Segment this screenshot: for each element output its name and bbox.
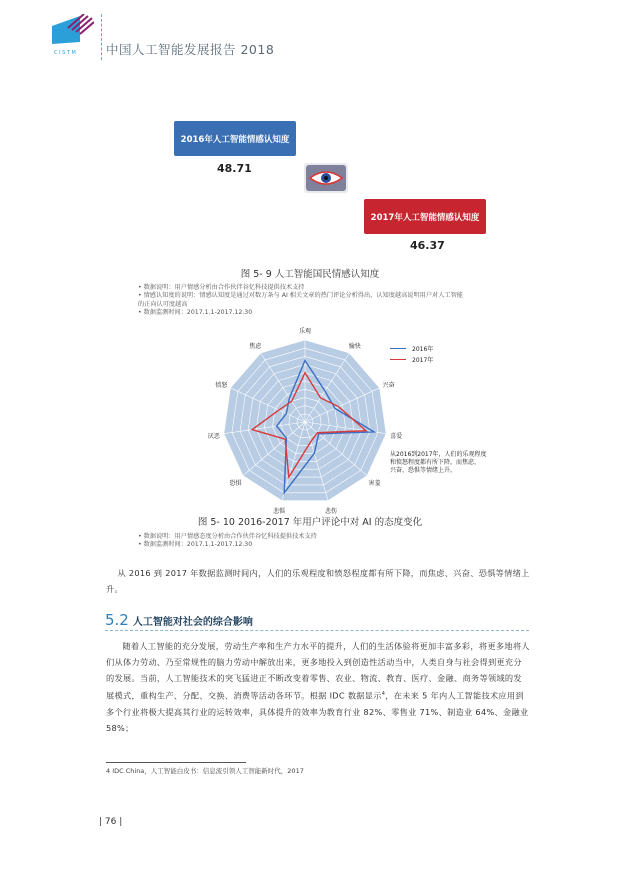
radar-axis-label: 愤怒 xyxy=(215,381,228,389)
annotation-line: 和愤怒程度都有所下降，而焦虑、 xyxy=(390,459,481,466)
radar-axis-label: 悲惧 xyxy=(273,508,286,516)
note-line: • 数据说明：用户情感分析由合作伙伴谷忆科技提供技术支持 xyxy=(138,284,305,291)
body-text: 随着人工智能的充分发展，劳动生产率和生产力水平的提升，人们的生活体验将更加丰富多彩，将更多地将人们从体力劳动、乃至常规性的脑力劳动中解放出来，更多地投入到创造性活动当中，人类自身与社会得到更充分的发展。当前，人工智能技术的突飞猛进正不断改变着零售、农业、物流、教育、医疗、金融、商务等领域的发展模式，重构生产、分配、交换、消费等活动各环节。根据 IDC 数据显示 xyxy=(106,641,530,701)
footnote-ref: 4 xyxy=(381,691,386,697)
note-line: • 情感认知度的说明：情感认知度是通过对数万条与 AI 相关文章的热门评论分析得出，认知度越高说明用户对人工智能 xyxy=(138,292,463,300)
note-line: 的正向认可度越高 xyxy=(138,300,188,308)
box-2017-awareness: 2017年人工智能情感认知度 xyxy=(364,199,486,234)
radar-axis-label: 愉快 xyxy=(348,342,361,350)
footnote: 4 IDC China，人工智能白皮书：信息流引领人工智能新时代，2017 xyxy=(106,767,304,775)
section-heading xyxy=(105,611,253,629)
legend-label-2016: 2016年 xyxy=(412,346,434,353)
radar-axis-label: 喜爱 xyxy=(390,433,403,441)
note-line: • 数据监测时间：2017.1.1-2017.12.30 xyxy=(138,541,253,549)
section-title: 人工智能对社会的综合影响 xyxy=(132,617,253,628)
radar-annotation xyxy=(390,451,510,475)
note-line: • 数据监测时间：2017.1.1-2017.12.30 xyxy=(138,309,253,317)
box-2016-awareness: 2016年人工智能情感认知度 xyxy=(174,121,296,156)
radar-axis-label: 害羞 xyxy=(368,480,381,488)
svg-text:C I S T M: C I S T M xyxy=(54,50,76,56)
radar-axis-label: 兴奋 xyxy=(382,381,395,389)
radar-axis-label: 厌恶 xyxy=(207,433,220,441)
radar-axis-label: 恐惧 xyxy=(229,480,242,488)
value-2016: 48.71 xyxy=(217,162,252,175)
page-header-title: 中国人工智能发展报告 2018 xyxy=(106,42,275,57)
header-divider xyxy=(101,14,102,60)
radar-axis-label: 悲伤 xyxy=(324,508,337,516)
figure-5-9-notes xyxy=(138,284,463,318)
eye-icon xyxy=(304,163,348,193)
radar-chart xyxy=(190,334,420,510)
note-line: • 数据说明：用户情感态度分析由合作伙伴谷忆科技提供技术支持 xyxy=(138,533,317,540)
section-number: 5.2 xyxy=(105,611,129,629)
figure-5-10-caption: 图 5- 10 2016-2017 年用户评论中对 AI 的态度变化 xyxy=(197,517,423,528)
radar-axis-label: 焦虑 xyxy=(249,342,262,350)
annotation-line: 兴奋、恐惧等情绪上升。 xyxy=(390,467,457,474)
body-text: ，在未来 5 年内人工智能技术应用到多个行业将极大提高其行业的运转效率，具体提升的效率为教育行业 82%、零售业 71%、制造业 64%、金融业 58%； xyxy=(106,690,529,733)
legend-swatch-2016 xyxy=(390,348,406,349)
summary-paragraph: 从 2016 到 2017 年数据监测时间内，人们的乐观程度和愤怒程度都有所下降，而焦虑、兴奋、恐惧等情绪上升。 xyxy=(106,568,530,594)
figure-5-10-notes xyxy=(138,533,317,550)
section-body xyxy=(106,638,530,736)
legend-swatch-2017 xyxy=(390,359,406,360)
radar-axis-label: 乐观 xyxy=(299,328,312,335)
legend-label-2017: 2017年 xyxy=(412,357,434,364)
page-number: | 76 | xyxy=(99,817,123,827)
figure-5-9-caption: 图 5- 9 人工智能国民情感认知度 xyxy=(240,269,380,280)
footnote-rule xyxy=(106,762,246,763)
section-divider xyxy=(105,630,529,631)
value-2017: 46.37 xyxy=(410,239,445,252)
cistm-logo xyxy=(50,14,94,56)
annotation-line: 从2016到2017年，人们的乐观程度 xyxy=(390,451,487,458)
